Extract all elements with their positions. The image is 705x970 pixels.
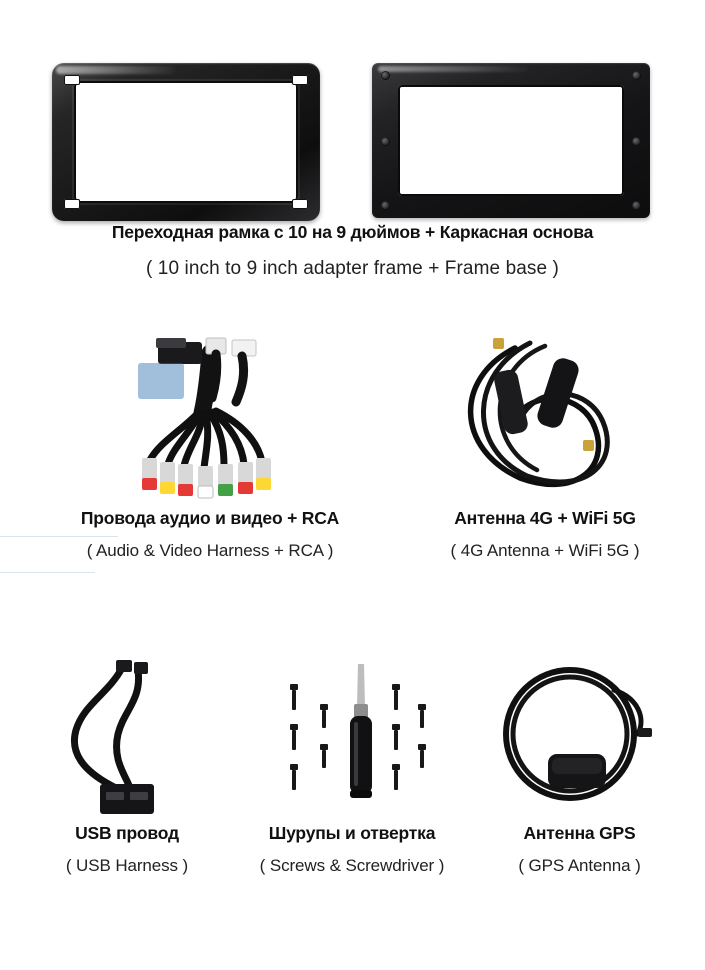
4g-wifi-antenna-image [395, 318, 695, 508]
gps-antenna-image [462, 648, 697, 823]
audio-video-harness-image [10, 318, 410, 508]
harness-illustration [10, 318, 410, 508]
section-harness-antenna [0, 318, 705, 618]
frame-base-screw-boss [381, 137, 390, 146]
frame-base-image [372, 63, 650, 218]
harness-caption-en: ( Audio & Video Harness + RCA ) [86, 541, 334, 560]
usb-caption-en: ( USB Harness ) [65, 856, 189, 875]
screws-screwdriver-image [232, 648, 472, 823]
screws-caption-ru: Шурупы и отвертка [268, 823, 436, 843]
adapter-frame-notch [64, 199, 80, 209]
adapter-frame-notch [64, 75, 80, 85]
adapter-frame-image [52, 63, 320, 221]
usb-harness-item [12, 648, 242, 958]
audio-video-harness-item [10, 318, 410, 618]
antenna-caption-en: ( 4G Antenna + WiFi 5G ) [450, 541, 640, 560]
frames-caption-en: ( 10 inch to 9 inch adapter frame + Frame base ) [146, 258, 559, 279]
section-frames [0, 0, 705, 300]
adapter-frame-highlight [56, 66, 176, 74]
gps-antenna-caption [462, 823, 697, 876]
gps-caption-en: ( GPS Antenna ) [518, 856, 641, 875]
gps-caption-ru: Антенна GPS [523, 823, 636, 843]
adapter-frame-notch [292, 199, 308, 209]
usb-cable-illustration [12, 648, 242, 823]
frames-caption-ru: Переходная рамка с 10 на 9 дюймов + Каркасная основа [111, 222, 594, 242]
screwdriver-illustration [232, 648, 472, 823]
usb-harness-caption [12, 823, 242, 876]
frames-image-row [0, 28, 705, 198]
frame-base-screw-boss [632, 71, 641, 80]
harness-caption-ru: Провода аудио и видео + RCA [80, 508, 340, 528]
antenna-illustration [395, 318, 695, 508]
frame-base-screw-boss [632, 201, 641, 210]
usb-harness-image [12, 648, 242, 823]
screws-screwdriver-caption [232, 823, 472, 876]
frames-caption [0, 222, 705, 281]
audio-video-harness-caption [10, 508, 410, 561]
usb-caption-ru: USB провод [75, 823, 179, 843]
antenna-caption-ru: Антенна 4G + WiFi 5G [454, 508, 636, 528]
frame-base-screw-boss [632, 137, 641, 146]
screws-caption-en: ( Screws & Screwdriver ) [259, 856, 445, 875]
4g-wifi-antenna-caption [395, 508, 695, 561]
frame-base-screw-boss [381, 71, 390, 80]
4g-wifi-antenna-item [395, 318, 695, 618]
gps-antenna-illustration [462, 648, 697, 823]
gps-antenna-item [462, 648, 697, 958]
frame-base-screw-boss [381, 201, 390, 210]
frame-base-highlight [378, 66, 528, 72]
section-accessories [0, 648, 705, 958]
screws-screwdriver-item [232, 648, 472, 958]
adapter-frame-notch [292, 75, 308, 85]
